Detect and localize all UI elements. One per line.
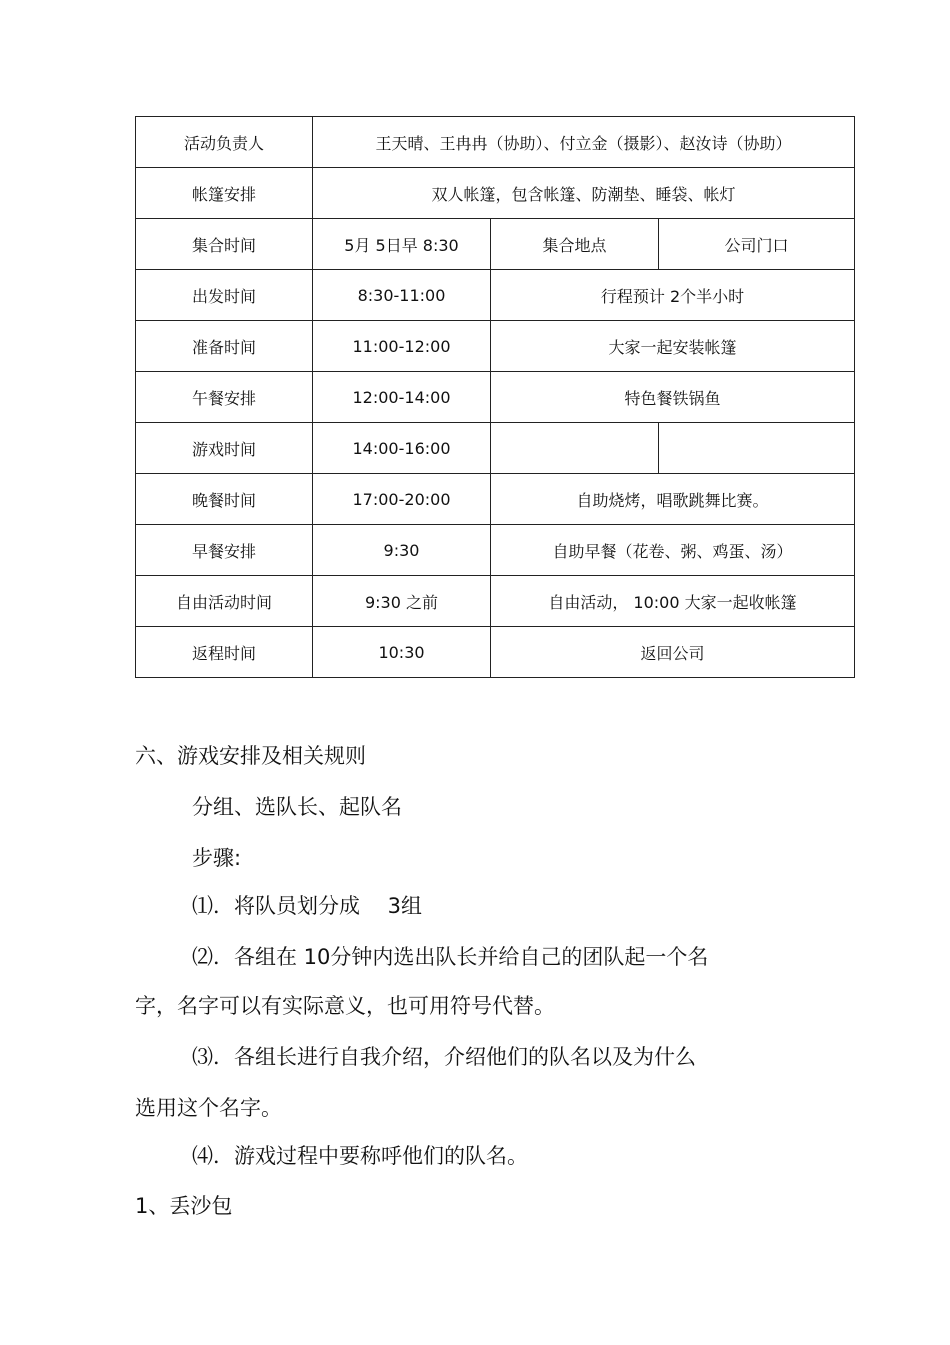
row-label: 游戏时间 bbox=[136, 423, 313, 474]
row-time: 12:00-14:00 bbox=[313, 372, 491, 423]
row-note: 自助早餐（花卷、粥、鸡蛋、汤） bbox=[491, 525, 855, 576]
row-label: 早餐安排 bbox=[136, 525, 313, 576]
row-label: 午餐安排 bbox=[136, 372, 313, 423]
table-row bbox=[136, 117, 855, 168]
row-value: 王天晴、王冉冉（协助）、付立金（摄影）、赵汝诗（协助） bbox=[313, 117, 855, 168]
item-1-heading: 1、丢沙包 bbox=[135, 1194, 233, 1218]
subheading-steps: 步骤: bbox=[192, 846, 242, 870]
row-time: 14:00-16:00 bbox=[313, 423, 491, 474]
table-row bbox=[136, 525, 855, 576]
row-time: 9:30 之前 bbox=[313, 576, 491, 627]
row-note: 特色餐铁锅鱼 bbox=[491, 372, 855, 423]
table-row bbox=[136, 321, 855, 372]
step-3-line-1: ⑶．各组长进行自我介绍，介绍他们的队名以及为什么 bbox=[192, 1045, 696, 1069]
row-label: 准备时间 bbox=[136, 321, 313, 372]
row-label: 出发时间 bbox=[136, 270, 313, 321]
table-row bbox=[136, 270, 855, 321]
schedule-table bbox=[135, 116, 855, 678]
row-time: 9:30 bbox=[313, 525, 491, 576]
row-note: 行程预计 2个半小时 bbox=[491, 270, 855, 321]
subheading-grouping: 分组、选队长、起队名 bbox=[192, 795, 402, 819]
step-3-line-2: 选用这个名字。 bbox=[135, 1096, 282, 1120]
row-note-empty bbox=[659, 423, 855, 474]
table-row bbox=[136, 372, 855, 423]
row-note: 自助烧烤，唱歌跳舞比赛。 bbox=[491, 474, 855, 525]
row-value: 双人帐篷，包含帐篷、防潮垫、睡袋、帐灯 bbox=[313, 168, 855, 219]
section-title: 六、游戏安排及相关规则 bbox=[135, 744, 366, 768]
step-1: ⑴．将队员划分成 3组 bbox=[192, 894, 423, 918]
row-label: 自由活动时间 bbox=[136, 576, 313, 627]
table-row bbox=[136, 423, 855, 474]
step-4: ⑷．游戏过程中要称呼他们的队名。 bbox=[192, 1144, 528, 1168]
row-time: 11:00-12:00 bbox=[313, 321, 491, 372]
table-row bbox=[136, 474, 855, 525]
row-label: 返程时间 bbox=[136, 627, 313, 678]
row-note: 自由活动， 10:00 大家一起收帐篷 bbox=[491, 576, 855, 627]
row-time: 17:00-20:00 bbox=[313, 474, 491, 525]
row-time: 5月 5日早 8:30 bbox=[313, 219, 491, 270]
step-2-line-1: ⑵．各组在 10分钟内选出队长并给自己的团队起一个名 bbox=[192, 945, 709, 969]
row-time: 10:30 bbox=[313, 627, 491, 678]
row-time: 8:30-11:00 bbox=[313, 270, 491, 321]
place-label: 集合地点 bbox=[491, 219, 659, 270]
row-label: 集合时间 bbox=[136, 219, 313, 270]
row-label: 晚餐时间 bbox=[136, 474, 313, 525]
place-value: 公司门口 bbox=[659, 219, 855, 270]
table-row bbox=[136, 627, 855, 678]
row-note: 返回公司 bbox=[491, 627, 855, 678]
table-row bbox=[136, 576, 855, 627]
row-note-empty bbox=[491, 423, 659, 474]
table-row bbox=[136, 219, 855, 270]
row-note: 大家一起安装帐篷 bbox=[491, 321, 855, 372]
table-row bbox=[136, 168, 855, 219]
row-label: 活动负责人 bbox=[136, 117, 313, 168]
row-label: 帐篷安排 bbox=[136, 168, 313, 219]
step-2-line-2: 字，名字可以有实际意义，也可用符号代替。 bbox=[135, 994, 555, 1018]
